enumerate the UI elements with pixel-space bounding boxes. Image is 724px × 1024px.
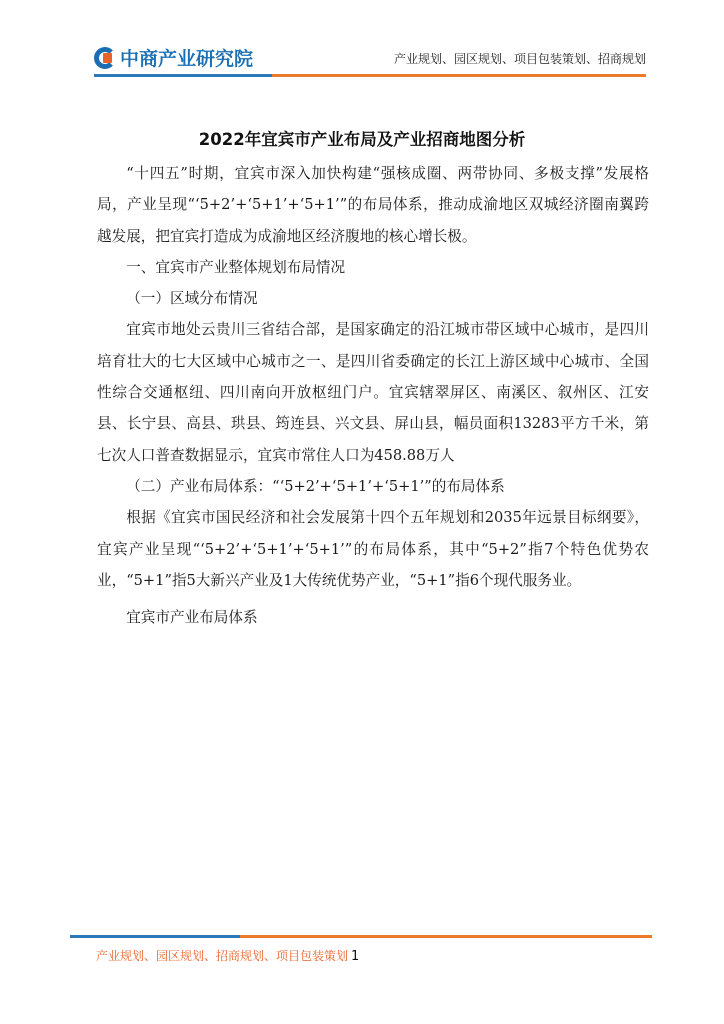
logo-text: 中商产业研究院: [120, 48, 254, 70]
header-divider-orange: [272, 74, 646, 77]
subsection-heading-2: （二）产业布局体系：“‘5+2’+‘5+1’+‘5+1’”的布局体系: [126, 477, 505, 495]
footer: [96, 947, 359, 964]
footer-divider-orange: [240, 935, 652, 938]
section-heading-1: 一、宜宾市产业整体规划布局情况: [126, 258, 346, 276]
intro-paragraph: “十四五”时期，宜宾市深入加快构建“强核成圈、两带协同、多极支撑”发展格局，产业呈现“‘5+2’+‘5+1’+‘5+1’”的布局体系，推动成渝地区双城经济圈南翼跨越发展，把宜宾打造成为成渝地区经济腹地的核心增长极。: [97, 165, 649, 245]
plan-paragraph: 根据《宜宾市国民经济和社会发展第十四个五年规划和2035年远景目标纲要》，宜宾产业呈现“‘5+2’+‘5+1’+‘5+1’”的布局体系，其中“5+2”指7个特色优势农业，“5+1”指5大新兴产业及1大传统优势产业，“5+1”指6个现代服务业。: [97, 509, 649, 589]
document-title: 2022年宜宾市产业布局及产业招商地图分析: [198, 130, 526, 149]
subsection-heading-1: （一）区域分布情况: [126, 290, 258, 308]
company-logo: [94, 44, 253, 71]
header-divider-blue: [94, 74, 272, 77]
logo-icon: [94, 47, 116, 69]
footer-divider-blue: [70, 935, 240, 938]
page-number: 1: [351, 949, 360, 964]
footer-tagline: 产业规划、园区规划、招商规划、项目包装策划: [96, 949, 349, 963]
document-body: [97, 158, 649, 633]
figure-caption: 宜宾市产业布局体系: [126, 609, 258, 627]
region-paragraph: 宜宾市地处云贵川三省结合部，是国家确定的沿江城市带区域中心城市，是四川培育壮大的七大区域中心城市之一、是四川省委确定的长江上游区域中心城市、全国性综合交通枢纽、四川南向开放枢纽门户。宜宾辖翠屏区、南溪区、叙州区、江安县、长宁县、高县、珙县、筠连县、兴文县、屏山县，幅员面积13283平方千米，第七次人口普查数据显示，宜宾市常住人口为458.88万人: [97, 321, 649, 464]
header-tagline: 产业规划、园区规划、项目包装策划、招商规划: [393, 52, 646, 66]
